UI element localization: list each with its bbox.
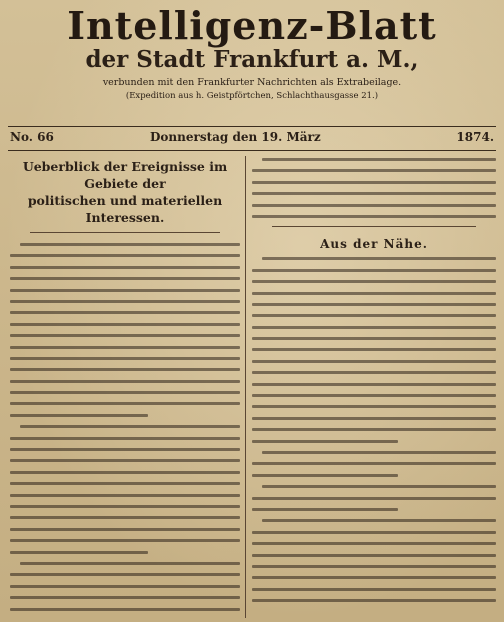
text-line xyxy=(252,383,496,386)
text-line xyxy=(10,471,240,474)
newspaper-title: Intelligenz-Blatt xyxy=(67,3,437,48)
issue-year: 1874. xyxy=(456,130,494,144)
section-title: Aus der Nähe. xyxy=(320,237,428,252)
text-line xyxy=(10,505,240,508)
text-line xyxy=(20,425,240,428)
text-line xyxy=(252,405,496,408)
text-line xyxy=(10,608,240,611)
text-line xyxy=(10,539,240,542)
right-column xyxy=(252,158,496,616)
text-line xyxy=(252,462,496,465)
text-line xyxy=(10,277,240,280)
text-line xyxy=(10,494,240,497)
text-line xyxy=(252,565,496,568)
text-line xyxy=(252,599,496,602)
text-line xyxy=(20,562,240,565)
text-line xyxy=(252,360,496,363)
text-line xyxy=(252,554,496,557)
text-line xyxy=(10,482,240,485)
text-line xyxy=(252,337,496,340)
text-line xyxy=(10,311,240,314)
text-line xyxy=(252,269,496,272)
masthead xyxy=(0,4,504,102)
text-line xyxy=(10,585,240,588)
text-line xyxy=(10,528,240,531)
text-line xyxy=(10,551,148,554)
overview-heading xyxy=(10,158,240,226)
right-column-text-block-bottom xyxy=(252,257,496,602)
issue-date: Donnerstag den 19. März xyxy=(150,130,321,144)
newspaper-subtitle: der Stadt Frankfurt a. M., xyxy=(85,46,419,73)
text-line xyxy=(252,474,398,477)
masthead-rule-bottom xyxy=(8,150,496,151)
text-line xyxy=(252,169,496,172)
issue-number: No. 66 xyxy=(10,130,54,144)
text-line xyxy=(10,573,240,576)
text-line xyxy=(10,437,240,440)
text-line xyxy=(10,334,240,337)
text-line xyxy=(252,371,496,374)
text-line xyxy=(262,485,496,488)
overview-heading-line-2: politischen und materiellen Interessen. xyxy=(27,193,223,225)
text-line xyxy=(262,519,496,522)
text-line xyxy=(10,300,240,303)
left-column-text-block xyxy=(10,243,240,616)
text-line xyxy=(252,576,496,579)
text-line xyxy=(252,303,496,306)
text-line xyxy=(252,428,496,431)
text-line xyxy=(252,508,398,511)
text-line xyxy=(10,391,240,394)
text-line xyxy=(252,280,496,283)
text-line xyxy=(252,440,398,443)
text-line xyxy=(10,254,240,257)
text-line xyxy=(252,326,496,329)
text-line xyxy=(10,289,240,292)
text-line xyxy=(252,497,496,500)
text-line xyxy=(252,292,496,295)
text-line xyxy=(10,380,240,383)
section-divider xyxy=(272,226,476,227)
text-line xyxy=(252,192,496,195)
text-line xyxy=(10,346,240,349)
text-line xyxy=(252,314,496,317)
text-line xyxy=(20,243,240,246)
text-line xyxy=(252,417,496,420)
text-line xyxy=(262,257,496,260)
text-line xyxy=(10,596,240,599)
overview-heading-line-1: Ueberblick der Ereignisse im Gebiete der xyxy=(22,159,228,191)
text-line xyxy=(252,531,496,534)
right-column-text-block-top xyxy=(252,158,496,218)
text-line xyxy=(262,158,496,161)
text-line xyxy=(10,368,240,371)
left-column xyxy=(10,158,240,616)
text-line xyxy=(10,266,240,269)
text-line xyxy=(252,542,496,545)
newspaper-tagline: verbunden mit den Frankfurter Nachrichten als Extrabeilage. xyxy=(102,77,402,88)
expedition-notice: (Expedition aus h. Geistpförtchen, Schlachthausgasse 21.) xyxy=(125,91,379,101)
text-line xyxy=(10,323,240,326)
text-line xyxy=(10,357,240,360)
masthead-rule-top xyxy=(8,126,496,127)
text-line xyxy=(252,348,496,351)
dateline xyxy=(10,130,494,148)
text-line xyxy=(252,215,496,218)
text-line xyxy=(10,459,240,462)
text-line xyxy=(252,204,496,207)
text-line xyxy=(10,516,240,519)
text-line xyxy=(10,402,240,405)
text-line xyxy=(252,181,496,184)
text-line xyxy=(10,448,240,451)
text-line xyxy=(252,588,496,591)
heading-divider xyxy=(30,232,220,233)
column-divider xyxy=(245,156,246,618)
text-line xyxy=(10,414,148,417)
text-line xyxy=(252,394,496,397)
text-line xyxy=(262,451,496,454)
